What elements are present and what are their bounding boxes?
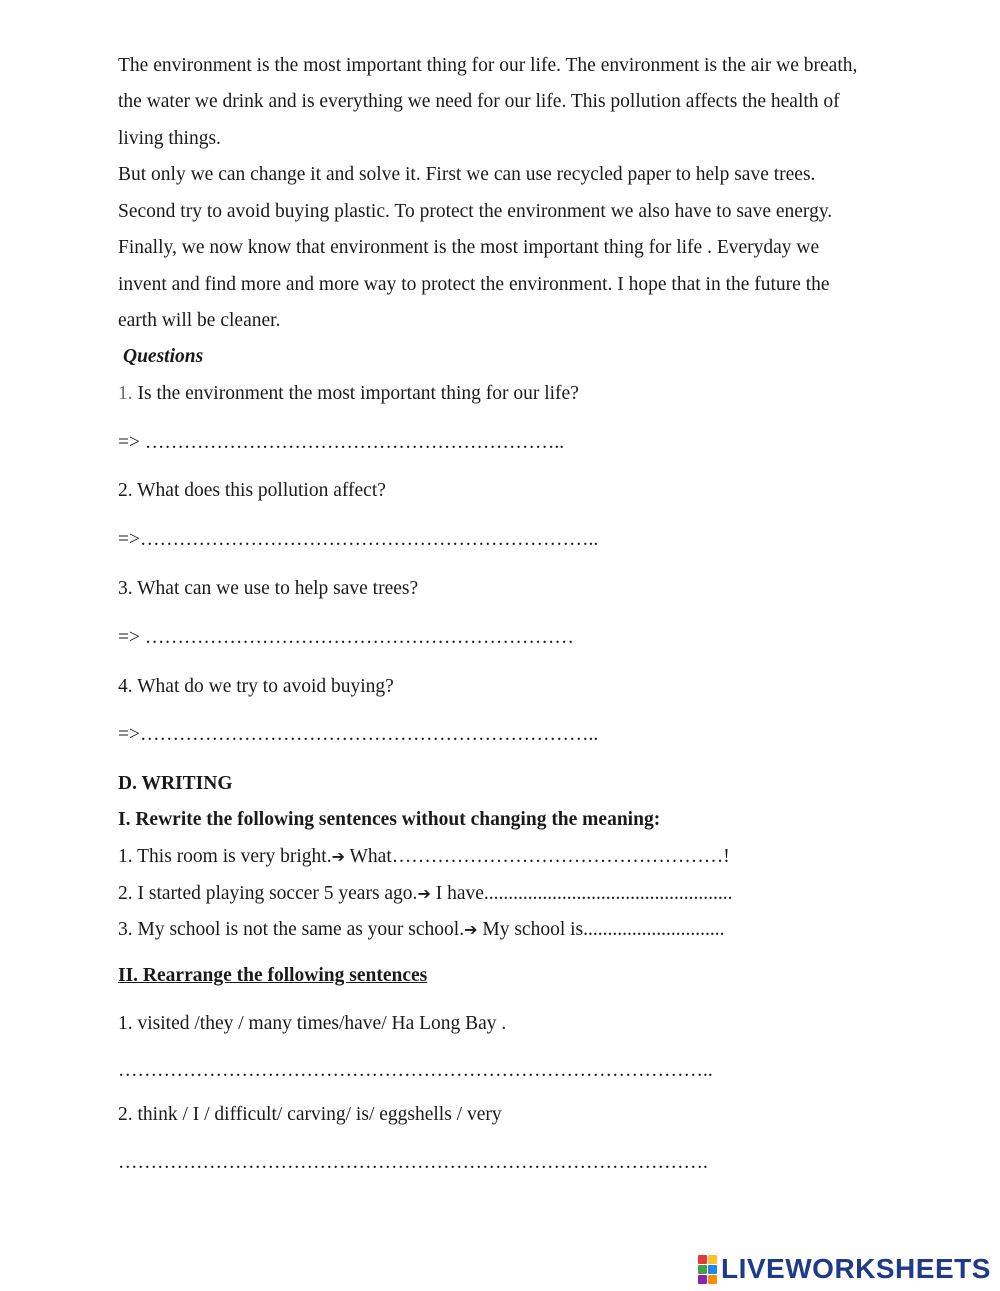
rearrange-answer-1[interactable]: ………………………………………………………………………………..: [118, 1060, 713, 1081]
question-1-number: 1.: [118, 383, 133, 404]
passage-line-2: the water we drink and is everything we need for our life. This pollution affects the health of: [118, 91, 840, 112]
rewrite-item-2-prompt: 2. I started playing soccer 5 years ago.: [118, 883, 418, 904]
rewrite-item-1-prompt: 1. This room is very bright.: [118, 846, 332, 867]
questions-heading: Questions: [123, 346, 204, 367]
rewrite-section-title: I. Rewrite the following sentences without changing the meaning:: [118, 809, 661, 830]
answer-line-3[interactable]: => …………………………………………………………: [118, 627, 574, 648]
logo-block: [698, 1265, 707, 1274]
answer-line-2[interactable]: =>……………………………………………………………..: [118, 529, 599, 550]
arrow-icon: ➔: [331, 847, 345, 866]
passage-line-3: living things.: [118, 128, 221, 149]
question-1: [118, 382, 579, 406]
rewrite-item-2[interactable]: [118, 882, 733, 906]
logo-block: [708, 1255, 717, 1264]
question-2: 2. What does this pollution affect?: [118, 480, 386, 501]
question-1-text: Is the environment the most important thing for our life?: [132, 383, 579, 404]
rearrange-item-1: 1. visited /they / many times/have/ Ha Long Bay .: [118, 1013, 507, 1034]
passage-line-7: invent and find more and more way to protect the environment. I hope that in the future the: [118, 274, 830, 295]
liveworksheets-logo-text: LIVEWORKSHEETS: [721, 1253, 991, 1284]
passage-line-8: earth will be cleaner.: [118, 310, 281, 331]
rewrite-item-2-answer[interactable]: I have...................................................: [430, 883, 733, 904]
question-3: 3. What can we use to help save trees?: [118, 578, 419, 599]
answer-line-4[interactable]: =>……………………………………………………………..: [118, 724, 599, 745]
arrow-icon: ➔: [464, 920, 478, 939]
rearrange-answer-2[interactable]: ……………………………………………………………………………….: [118, 1152, 708, 1173]
logo-block: [698, 1275, 707, 1284]
liveworksheets-logo-icon: [698, 1255, 717, 1284]
rewrite-item-1-answer[interactable]: What……………………………………………!: [345, 846, 730, 867]
rewrite-item-3[interactable]: [118, 918, 725, 942]
rearrange-section-title: II. Rearrange the following sentences: [118, 965, 428, 986]
passage-line-5: Second try to avoid buying plastic. To protect the environment we also have to save energy.: [118, 201, 833, 222]
passage-line-6: Finally, we now know that environment is the most important thing for life . Everyday we: [118, 237, 820, 258]
answer-line-1[interactable]: => ………………………………………………………..: [118, 432, 565, 453]
logo-block: [698, 1255, 707, 1264]
rewrite-item-3-answer[interactable]: My school is.............................: [477, 919, 725, 940]
passage-line-1: The environment is the most important thing for our life. The environment is the air we breath,: [118, 55, 858, 76]
rewrite-item-1[interactable]: [118, 845, 730, 869]
arrow-icon: ➔: [417, 884, 431, 903]
logo-block: [708, 1265, 717, 1274]
liveworksheets-logo: [698, 1254, 991, 1284]
logo-block: [708, 1275, 717, 1284]
writing-heading: D. WRITING: [118, 773, 233, 794]
rewrite-item-3-prompt: 3. My school is not the same as your school.: [118, 919, 465, 940]
rearrange-item-2: 2. think / I / difficult/ carving/ is/ eggshells / very: [118, 1104, 502, 1125]
question-4: 4. What do we try to avoid buying?: [118, 676, 394, 697]
passage-line-4: But only we can change it and solve it. First we can use recycled paper to help save trees.: [118, 164, 816, 185]
